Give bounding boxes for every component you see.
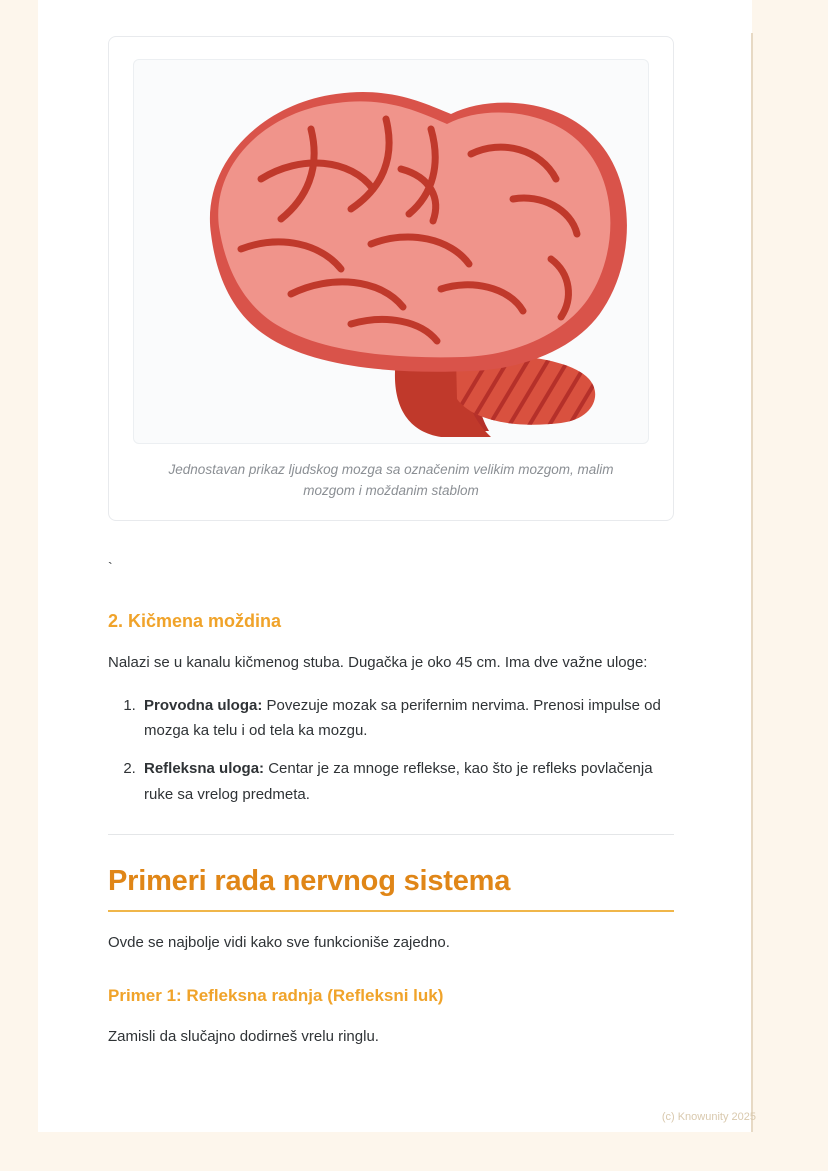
- figure-card: [108, 36, 674, 521]
- brain-icon: [141, 59, 641, 444]
- footer-copyright: (c) Knowunity 2025: [661, 1111, 756, 1123]
- list-item-text: Povezuje mozak sa perifernim nervima. Prenosi impulse od mozga ka telu i od tela ka mozgu.: [144, 696, 661, 740]
- list-item-label: Provodna uloga:: [144, 696, 263, 714]
- after-title-paragraph: Ovde se najbolje vidi kako sve funkcioniše zajedno.: [108, 933, 450, 951]
- stray-backtick: `: [108, 558, 113, 575]
- title-underline: [108, 910, 674, 912]
- section-divider: [108, 834, 674, 835]
- brain-illustration: [133, 59, 649, 444]
- section-heading-kicmena-mozdina: 2. Kičmena moždina: [108, 610, 282, 631]
- list-item: [140, 693, 674, 745]
- figure-caption: Jednostavan prikaz ljudskog mozga sa označenim velikim mozgom, malim mozgom i moždanim stablom: [168, 462, 614, 498]
- roles-list: [108, 693, 674, 808]
- last-paragraph: Zamisli da slučajno dodirneš vrelu ringlu.: [108, 1028, 379, 1046]
- page-title: Primeri rada nervnog sistema: [108, 864, 511, 897]
- intro-paragraph: Nalazi se u kanalu kičmenog stuba. Dugačka je oko 45 cm. Ima dve važne uloge:: [108, 653, 648, 671]
- right-margin-rule: [751, 33, 753, 1132]
- list-item-label: Refleksna uloga:: [144, 760, 265, 778]
- list-item-text: Centar je za mnoge reflekse, kao što je refleks povlačenja ruke sa vrelog predmeta.: [144, 760, 653, 803]
- list-item: [140, 756, 674, 808]
- document-sheet: [38, 0, 752, 1132]
- sub-heading-primer-1: Primer 1: Refleksna radnja (Refleksni luk): [108, 986, 444, 1006]
- document-content: [108, 36, 674, 1051]
